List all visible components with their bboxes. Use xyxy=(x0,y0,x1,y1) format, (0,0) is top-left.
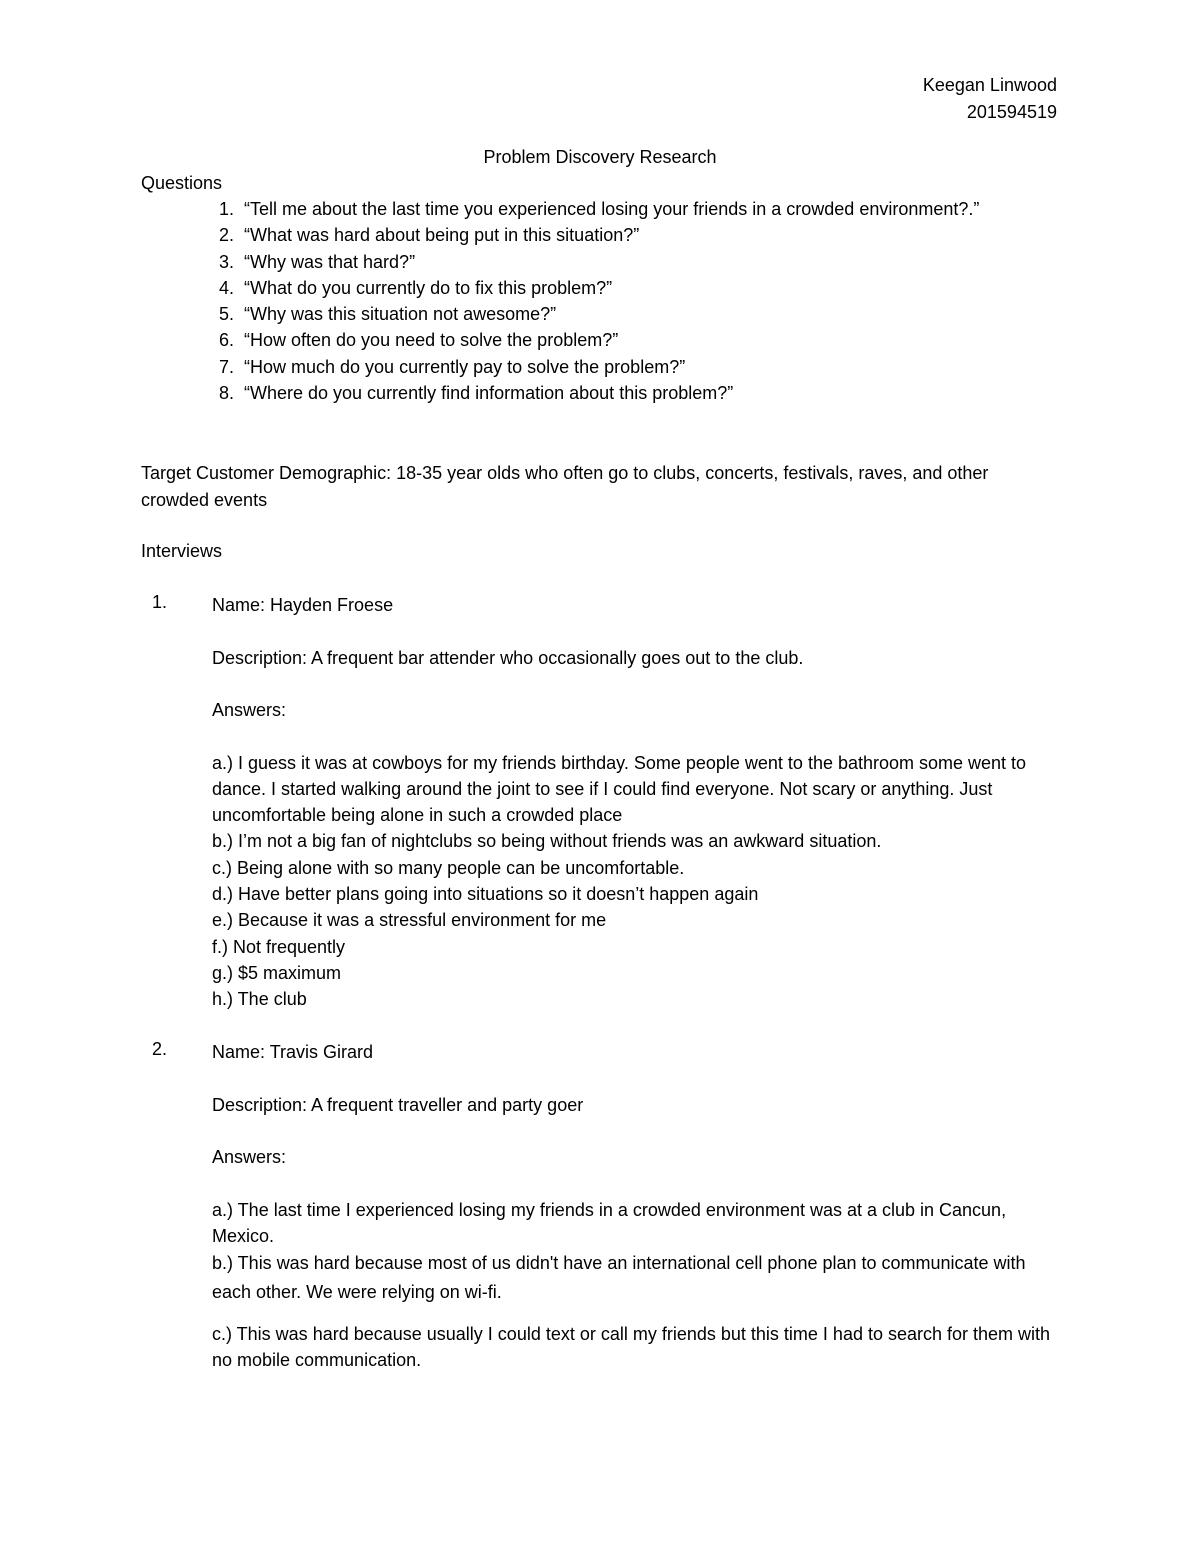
interview-entry xyxy=(152,592,1052,1012)
interviewee-description: Description: A frequent bar attender who occasionally goes out to the club. xyxy=(212,647,804,668)
interviewee-name: Name: Hayden Froese xyxy=(212,595,394,615)
question-text: “How much do you currently pay to solve the problem?” xyxy=(244,356,686,377)
question-text: “Tell me about the last time you experienced losing your friends in a crowded environment?.” xyxy=(244,199,980,219)
question-item xyxy=(218,327,1004,353)
answers-list xyxy=(212,750,1052,1013)
question-item xyxy=(218,196,1004,222)
question-text: “What was hard about being put in this situation?” xyxy=(244,225,640,246)
question-number: 5. xyxy=(218,304,234,325)
question-item xyxy=(218,275,1004,301)
questions-list xyxy=(218,196,1004,406)
interview-number: 1. xyxy=(152,592,168,612)
question-text: “Where do you currently find information about this problem?” xyxy=(244,383,734,404)
answer-item: g.) $5 maximum xyxy=(212,962,342,983)
interviews-heading: Interviews xyxy=(141,541,223,561)
question-item xyxy=(218,354,1004,380)
question-text: “Why was that hard?” xyxy=(244,251,416,272)
answers-heading: Answers: xyxy=(212,1147,287,1167)
answer-item: c.) This was hard because usually I could text or call my friends but this time I had to search for them with no mobile communication. xyxy=(212,1324,1051,1371)
question-number: 3. xyxy=(218,251,234,272)
question-number: 4. xyxy=(218,277,234,298)
answers-heading: Answers: xyxy=(212,700,287,720)
answer-item: f.) Not frequently xyxy=(212,936,346,957)
document-title: Problem Discovery Research xyxy=(483,147,717,167)
author-name: Keegan Linwood xyxy=(922,75,1057,95)
question-text: “Why was this situation not awesome?” xyxy=(244,304,557,325)
answer-item: h.) The club xyxy=(212,989,307,1010)
interview-number: 2. xyxy=(152,1039,168,1059)
answers-list xyxy=(212,1197,1052,1374)
question-number: 7. xyxy=(218,356,234,377)
interview-entry xyxy=(152,1039,1052,1374)
question-item xyxy=(218,301,1004,327)
answer-item: e.) Because it was a stressful environment for me xyxy=(212,910,607,931)
questions-heading: Questions xyxy=(141,173,223,193)
question-number: 2. xyxy=(218,225,234,246)
question-number: 1. xyxy=(218,199,234,219)
answer-item: b.) This was hard because most of us didn't have an international cell phone plan to communicate with each other. We were relying on wi-fi. xyxy=(212,1253,1026,1303)
document-header xyxy=(923,72,1057,126)
student-id: 201594519 xyxy=(966,102,1057,122)
answer-item: a.) I guess it was at cowboys for my friends birthday. Some people went to the bathroom some went to dance. I started walking around the joint to see if I could find everyone. Not scary or anything. Just uncomfortable being alone in such a crowded place xyxy=(212,752,1027,826)
question-item xyxy=(218,249,1004,275)
question-item xyxy=(218,380,1004,406)
question-number: 8. xyxy=(218,383,234,404)
interviewee-description: Description: A frequent traveller and party goer xyxy=(212,1094,584,1115)
answer-item: d.) Have better plans going into situations so it doesn’t happen again xyxy=(212,883,759,904)
question-item xyxy=(218,222,1004,248)
question-number: 6. xyxy=(218,330,234,351)
answer-item: b.) I’m not a big fan of nightclubs so being without friends was an awkward situation. xyxy=(212,831,882,852)
target-demographic: Target Customer Demographic: 18-35 year olds who often go to clubs, concerts, festivals, raves, and other crowded events xyxy=(141,463,989,510)
answer-item: a.) The last time I experienced losing my friends in a crowded environment was at a club in Cancun, Mexico. xyxy=(212,1199,1007,1246)
answer-item: c.) Being alone with so many people can be uncomfortable. xyxy=(212,857,685,878)
interviewee-name: Name: Travis Girard xyxy=(212,1042,374,1062)
question-text: “What do you currently do to fix this problem?” xyxy=(244,277,613,298)
question-text: “How often do you need to solve the problem?” xyxy=(244,330,619,351)
